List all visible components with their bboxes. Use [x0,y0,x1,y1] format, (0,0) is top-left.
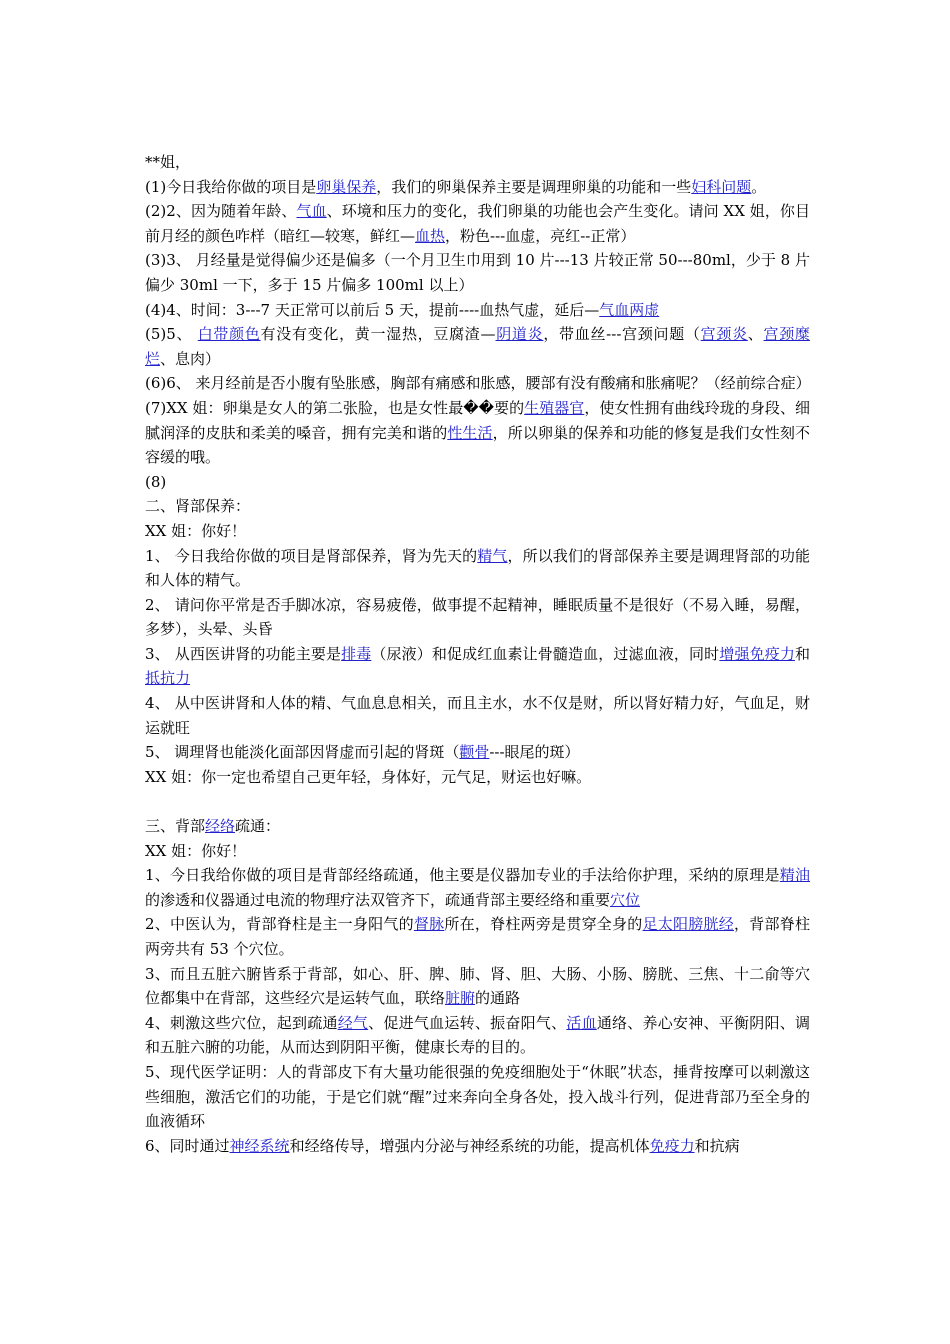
link-boost-immunity[interactable]: 增强免疫力 [719,644,795,663]
ovary-item-3: (3)3、 月经量是觉得偏少还是偏多（一个月卫生巾用到 10 片---13 片较正常 50---80ml，少于 8 片偏少 30ml 一下，多于 15 片偏多 100ml 以上） [145,251,810,294]
kidney-item-5: 5、 调理肾也能淡化面部因肾虚而引起的肾斑（颧骨---眼尾的斑） [145,743,580,762]
link-cervicitis[interactable]: 宫颈炎 [700,325,748,344]
link-qi-blood[interactable]: 气血 [296,202,327,221]
ovary-item-4: (4)4、时间：3---7 天正常可以前后 5 天，提前----血热气虚，延后—气血两虚 [145,300,660,319]
kidney-item-1: 1、 今日我给你做的项目是肾部保养，肾为先天的精气，所以我们的肾部保养主要是调理肾部的功能和人体的精气。 [145,546,810,590]
link-cervical-erosion[interactable]: 宫颈糜烂 [145,325,810,368]
ovary-item-7: (7)XX 姐：卵巢是女人的第二张脸，也是女性最��要的生殖器官，使女性拥有曲线玲珑的身段、细腻润泽的皮肤和柔美的嗓音，拥有完美和谐的性生活，所以卵巢的保养和功能的修复是我们女性刻不容缓的哦。 [145,398,810,467]
link-reproductive-organ[interactable]: 生殖器官 [524,398,585,417]
kidney-item-3: 3、 从西医讲肾的功能主要是排毒（尿液）和促成红血素让骨髓造血，过滤血液，同时增强免疫力和抵抗力 [145,644,810,688]
link-viscera[interactable]: 脏腑 [445,989,476,1008]
back-item-2: 2、中医认为，背部脊柱是主一身阳气的督脉所在，脊柱两旁是贯穿全身的足太阳膀胱经，背部脊柱两旁共有 53 个穴位。 [145,915,810,958]
link-blood-heat[interactable]: 血热 [415,226,446,245]
section-back-heading: 三、背部经络疏通： [145,817,281,836]
back-item-4: 4、刺激这些穴位，起到疏通经气、促进气血运转、振奋阳气、活血通络、养心安神、平衡阴阳、调和五脏六腑的功能，从而达到阴阳平衡，健康长寿的目的。 [145,1013,810,1057]
link-gynecology[interactable]: 妇科问题 [691,177,752,196]
link-sex-life[interactable]: 性生活 [447,423,493,442]
link-ovary-care[interactable]: 卵巢保养 [316,177,377,196]
link-detox[interactable]: 排毒 [341,644,372,663]
document-page [145,150,810,1158]
kidney-greeting: XX 姐：你好！ [145,521,247,540]
link-acupoints[interactable]: 穴位 [610,890,641,909]
blank-line [145,789,810,814]
link-meridian-qi[interactable]: 经气 [337,1013,369,1032]
back-item-5: 5、现代医学证明：人的背部皮下有大量功能很强的免疫细胞处于“休眠”状态，捶背按摩可以刺激这些细胞，激活它们的功能，于是它们就“醒”过来奔向全身各处，投入战斗行列，促进背部乃至全身的血液循环 [145,1062,810,1131]
link-nervous-system[interactable]: 神经系统 [229,1136,290,1155]
link-bladder-meridian[interactable]: 足太阳膀胱经 [642,915,734,934]
link-resistance[interactable]: 抵抗力 [145,669,191,688]
back-item-3: 3、而且五脏六腑皆系于背部，如心、肝、脾、肺、肾、胆、大肠、小肠、膀胱、三焦、十二俞等穴位都集中在背部，这些经穴是运转气血，联络脏腑的通路 [145,964,810,1008]
back-item-1: 1、今日我给你做的项目是背部经络疏通，他主要是仪器加专业的手法给你护理，采纳的原理是精油的渗透和仪器通过电流的物理疗法双管齐下，疏通背部主要经络和重要穴位 [145,866,810,909]
ovary-item-5: (5)5、 白带颜色有没有变化，黄一湿热，豆腐渣—阴道炎，带血丝---宫颈问题（宫颈炎、宫颈糜烂、息肉） [145,325,810,368]
link-essence-qi[interactable]: 精气 [477,546,508,565]
back-item-6: 6、同时通过神经系统和经络传导，增强内分泌与神经系统的功能，提高机体免疫力和抗病 [145,1136,740,1155]
kidney-item-2: 2、 请问你平常是否手脚冰凉，容易疲倦，做事提不起精神，睡眠质量不是很好（不易入睡，易醒，多梦），头晕、头昏 [145,595,810,639]
link-du-meridian[interactable]: 督脉 [413,915,445,934]
link-qi-blood-deficiency[interactable]: 气血两虚 [599,300,660,319]
ovary-item-6: (6)6、 来月经前是否小腹有坠胀感，胸部有痛感和胀感，腰部有没有酸痛和胀痛呢？（经前综合症） [145,374,811,393]
link-meridians[interactable]: 经络 [205,817,236,836]
section-kidney-heading: 二、肾部保养： [145,497,251,516]
ovary-item-8: (8) [145,472,167,491]
ovary-item-2: (2)2、因为随着年龄、气血、环境和压力的变化，我们卵巢的功能也会产生变化。请问 XX 姐，你目前月经的颜色咋样（暗红—较寒，鲜红—血热，粉色---血虚，亮红--正常） [145,202,810,245]
kidney-closing: XX 姐：你一定也希望自己更年轻，身体好，元气足，财运也好嘛。 [145,767,592,786]
kidney-item-4: 4、 从中医讲肾和人体的精、气血息息相关，而且主水，水不仅是财，所以肾好精力好，气血足，财运就旺 [145,694,810,737]
back-greeting: XX 姐：你好！ [145,841,247,860]
link-leucorrhea-color[interactable]: 白带颜色 [197,325,261,344]
link-immunity[interactable]: 免疫力 [649,1136,695,1155]
link-essential-oil[interactable]: 精油 [779,866,810,885]
greeting: **姐， [145,153,191,171]
ovary-item-1: (1)今日我给你做的项目是卵巢保养，我们的卵巢保养主要是调理卵巢的功能和一些妇科问题。 [145,177,767,196]
link-cheekbone[interactable]: 颧骨 [459,743,490,762]
link-blood-activation[interactable]: 活血 [566,1013,597,1032]
link-vaginitis[interactable]: 阴道炎 [495,325,544,344]
